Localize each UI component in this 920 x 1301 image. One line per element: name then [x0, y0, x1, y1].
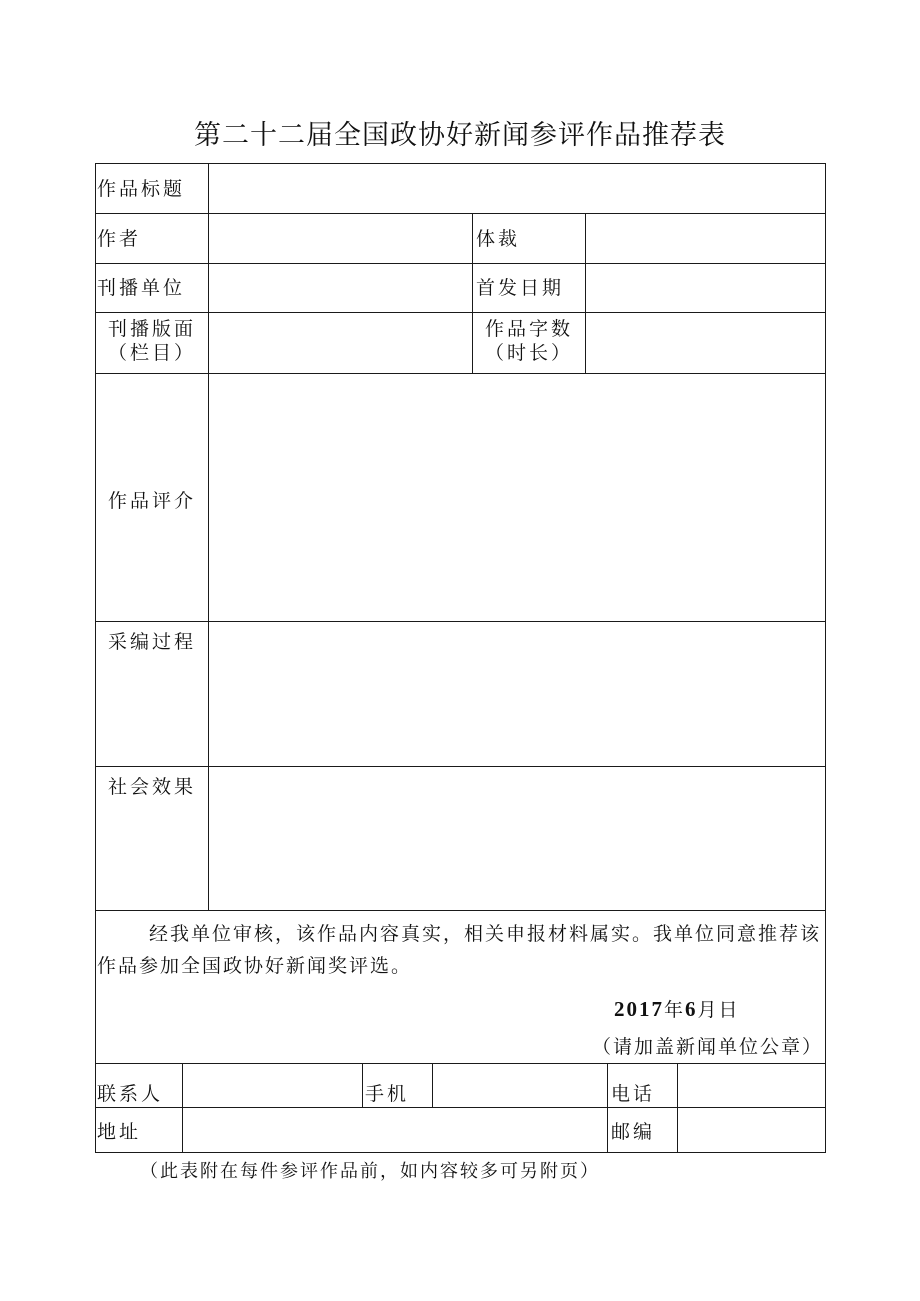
word-count-field[interactable] [586, 313, 825, 373]
contact-person-label: 联系人 [97, 1083, 164, 1105]
address-field[interactable] [183, 1108, 607, 1152]
mobile-label: 手机 [365, 1083, 410, 1105]
seal-note: （请加盖新闻单位公章） [591, 1036, 823, 1058]
word-count-label-line2: （时长） [484, 342, 573, 364]
date-year-unit: 年 [664, 999, 686, 1021]
page-section-label [96, 317, 208, 365]
process-label: 采编过程 [107, 631, 196, 653]
evaluation-label: 作品评介 [107, 490, 196, 512]
word-count-label [473, 317, 585, 365]
mobile-field[interactable] [433, 1064, 607, 1107]
first-date-field[interactable] [586, 264, 825, 312]
genre-field[interactable] [586, 214, 825, 263]
declaration-date [614, 995, 740, 1022]
genre-label: 体裁 [476, 228, 521, 250]
form-title: 第二十二届全国政协好新闻参评作品推荐表 [194, 120, 726, 151]
effect-field[interactable] [209, 767, 825, 910]
publisher-field[interactable] [209, 264, 472, 312]
date-month-unit: 月日 [697, 999, 740, 1021]
evaluation-field[interactable] [209, 374, 825, 621]
work-title-label: 作品标题 [97, 178, 186, 200]
column-divider [607, 1063, 608, 1153]
footnote: （此表附在每件参评作品前，如内容较多可另附页） [140, 1161, 600, 1182]
first-date-label: 首发日期 [476, 277, 565, 299]
effect-label: 社会效果 [107, 776, 196, 798]
word-count-label-line1: 作品字数 [484, 318, 573, 340]
work-title-field[interactable] [209, 164, 825, 213]
date-year: 2017 [614, 997, 664, 1021]
postcode-field[interactable] [678, 1108, 825, 1152]
page-section-label-line2: （栏目） [107, 342, 196, 364]
phone-field[interactable] [678, 1064, 825, 1107]
author-label: 作者 [97, 228, 142, 250]
page-section-field[interactable] [209, 313, 472, 373]
publisher-label: 刊播单位 [97, 277, 186, 299]
date-month: 6 [685, 997, 698, 1021]
phone-label: 电话 [611, 1083, 656, 1105]
page-section-label-line1: 刊播版面 [107, 318, 196, 340]
declaration-text: 经我单位审核，该作品内容真实，相关申报材料属实。我单位同意推荐该作品参加全国政协好新闻奖评选。 [97, 923, 822, 977]
contact-person-field[interactable] [183, 1064, 362, 1107]
postcode-label: 邮编 [611, 1121, 656, 1143]
address-label: 地址 [97, 1121, 142, 1143]
column-divider [362, 1063, 363, 1108]
author-field[interactable] [209, 214, 472, 263]
row-divider [95, 910, 826, 911]
process-field[interactable] [209, 622, 825, 766]
table-border-bottom [95, 1152, 826, 1153]
